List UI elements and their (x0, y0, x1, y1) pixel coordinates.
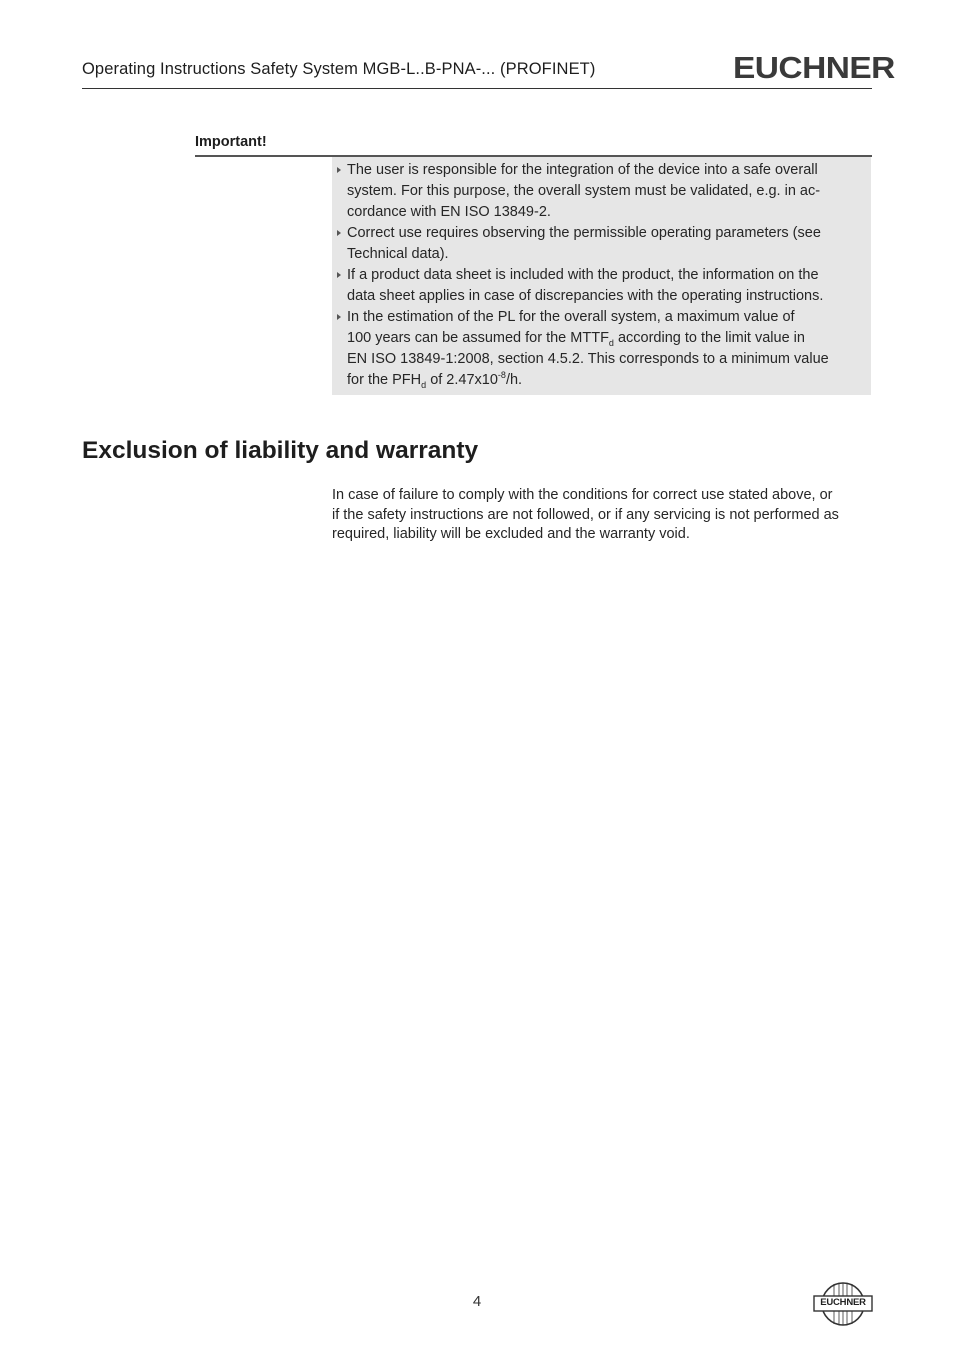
text-line (347, 328, 865, 349)
section-heading: Exclusion of liability and warranty (82, 437, 479, 464)
text-line: If a product data sheet is included with the product, the information on the (347, 267, 819, 283)
text-line: In the estimation of the PL for the overall system, a maximum value of (347, 309, 795, 325)
text-fragment: according to the limit value in (617, 330, 805, 346)
important-bullet-list (337, 160, 865, 391)
subscript-d: d (421, 379, 427, 390)
text-fragment: of 2.47x10 (430, 372, 498, 388)
bullet-arrow-icon (337, 167, 341, 173)
text-line: The user is responsible for the integration of the device into a safe overall (347, 162, 818, 178)
text-line: if the safety instructions are not followed, or if any servicing is not performed as (332, 506, 839, 523)
bullet-arrow-icon (337, 230, 341, 236)
text-line (347, 370, 865, 391)
text-line: required, liability will be excluded and the warranty void. (332, 526, 690, 542)
list-item (337, 160, 865, 223)
text-fragment: for the PFH (347, 372, 422, 388)
text-fragment: /h. (505, 372, 523, 388)
text-fragment: 100 years can be assumed for the MTTF (347, 330, 609, 346)
euchner-logo: EUCHNER (733, 50, 895, 85)
superscript-exponent: -8 (497, 370, 506, 381)
important-label: Important! (195, 134, 267, 150)
text-line: data sheet applies in case of discrepancies with the operating instructions. (347, 288, 824, 304)
text-line: In case of failure to comply with the conditions for correct use stated above, or (332, 487, 833, 503)
text-line: system. For this purpose, the overall system must be validated, e.g. in ac- (347, 183, 821, 199)
bullet-arrow-icon (337, 314, 341, 320)
text-line: Correct use requires observing the permissible operating parameters (see (347, 225, 821, 241)
page-number: 4 (472, 1293, 482, 1310)
liability-paragraph (332, 486, 872, 545)
header-divider (82, 88, 872, 89)
subscript-d: d (608, 337, 614, 348)
document-title: Operating Instructions Safety System MGB-L..B-PNA-... (PROFINET) (82, 60, 596, 78)
text-line: cordance with EN ISO 13849-2. (347, 204, 551, 220)
list-item (337, 265, 865, 307)
euchner-seal-logo (813, 1279, 873, 1329)
list-item (337, 223, 865, 265)
text-line: EN ISO 13849-1:2008, section 4.5.2. This corresponds to a minimum value (347, 351, 829, 367)
list-item (337, 307, 865, 391)
seal-brand-text: EUCHNER (820, 1297, 866, 1308)
bullet-arrow-icon (337, 272, 341, 278)
text-line: Technical data). (347, 246, 449, 262)
